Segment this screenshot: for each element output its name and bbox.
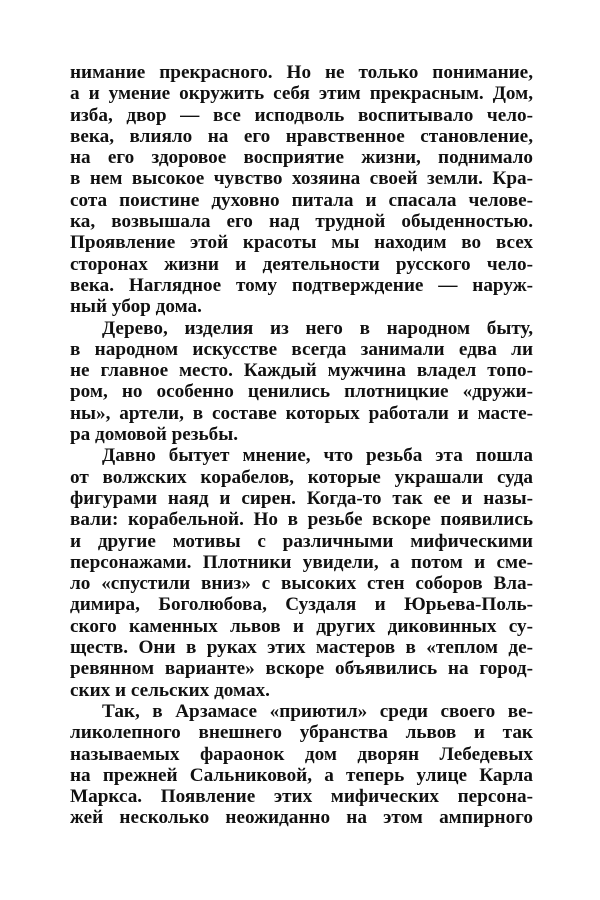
text-line: ка, возвышала его над трудной обыденностью.: [70, 211, 533, 233]
text-line: в нем высокое чувство хозяина своей земли. Кра-: [70, 168, 533, 190]
text-line: персонажами. Плотники увидели, а потом и сме-: [70, 551, 533, 573]
book-page-text: [70, 62, 533, 829]
text-line: изба, двор — все исподволь воспитывало чело-: [70, 104, 533, 126]
text-line: ского каменных львов и других диковинных су-: [70, 615, 533, 637]
paragraph-4: [70, 701, 533, 829]
text-line: в народном искусстве всегда занимали едва ли: [70, 338, 533, 360]
text-line: жей несколько неожиданно на этом ампирного: [70, 807, 533, 829]
text-line: на прежней Сальниковой, а теперь улице Карла: [70, 764, 533, 786]
text-line: ских и сельских домах.: [70, 679, 270, 701]
text-line: не главное место. Каждый мужчина владел топо-: [70, 360, 533, 382]
text-line: ликолепного внешнего убранства львов и так: [70, 722, 533, 744]
text-line: а и умение окружить себя этим прекрасным. Дом,: [70, 83, 533, 105]
text-line: ром, но особенно ценились плотницкие «дружи-: [70, 381, 533, 403]
text-line: и другие мотивы с различными мифическими: [70, 530, 533, 552]
text-line: Дерево, изделия из него в народном быту,: [102, 317, 533, 339]
text-line: сота поистине духовно питала и спасала челове-: [70, 189, 533, 211]
text-line: Так, в Арзамасе «приютил» среди своего ве-: [102, 700, 533, 722]
text-line: Давно бытует мнение, что резьба эта пошла: [102, 445, 533, 467]
text-line: ный убор дома.: [70, 296, 202, 318]
text-line: называемых фараонок дом дворян Лебедевых: [70, 743, 533, 765]
text-line: ревянном варианте» вскоре объявились на город-: [70, 658, 533, 680]
text-line: сторонах жизни и деятельности русского чело-: [70, 253, 533, 275]
text-line: Маркса. Появление этих мифических персона-: [70, 786, 533, 808]
paragraph-1: [70, 62, 533, 318]
text-line: ны», артели, в составе которых работали и масте-: [70, 402, 533, 424]
text-line: ществ. Они в руках этих мастеров в «теплом де-: [70, 637, 533, 659]
text-line: от волжских корабелов, которые украшали суда: [70, 466, 533, 488]
text-line: века, влияло на его нравственное становление,: [70, 125, 533, 147]
text-line: на его здоровое восприятие жизни, поднимало: [70, 147, 533, 169]
text-line: димира, Боголюбова, Суздаля и Юрьева-Поль-: [70, 594, 533, 616]
paragraph-3: [70, 445, 533, 701]
text-line: нимание прекрасного. Но не только понимание,: [70, 62, 533, 83]
text-line: века. Наглядное тому подтверждение — наруж-: [70, 274, 533, 296]
text-line: вали: корабельной. Но в резьбе вскоре появились: [70, 509, 533, 531]
text-line: ра домовой резьбы.: [70, 424, 239, 446]
text-line: Проявление этой красоты мы находим во всех: [70, 232, 533, 254]
text-line: ло «спустили вниз» с высоких стен соборов Вла-: [70, 573, 533, 595]
text-line: фигурами наяд и сирен. Когда-то так ее и назы-: [70, 487, 533, 509]
paragraph-2: [70, 318, 533, 446]
